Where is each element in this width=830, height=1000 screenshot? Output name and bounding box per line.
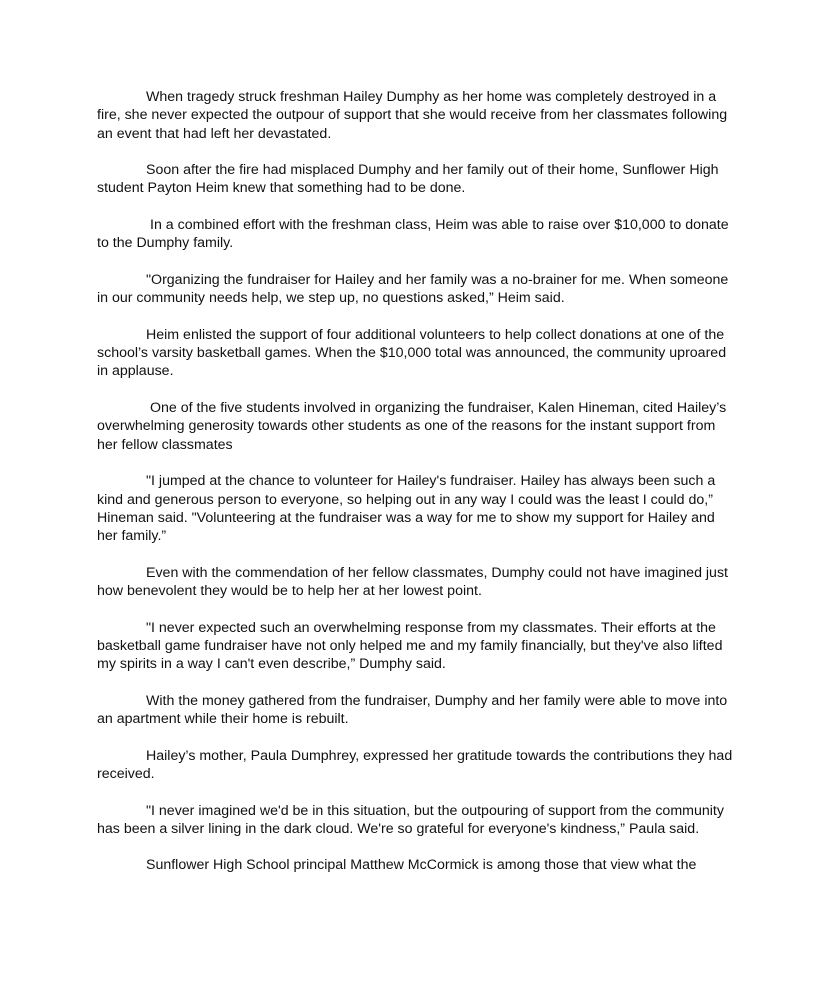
paragraph: In a combined effort with the freshman class, Heim was able to raise over $10,000 to donate to the Dumphy family. [97,217,729,252]
paragraph: Soon after the fire had misplaced Dumphy and her family out of their home, Sunflower High student Payton Heim knew that something had to be done. [97,162,719,197]
paragraph: Even with the commendation of her fellow classmates, Dumphy could not have imagined just how benevolent they would be to help her at her lowest point. [97,564,728,600]
paragraph: Hailey’s mother, Paula Dumphrey, expressed her gratitude towards the contributions they had received. [97,747,733,782]
document-page [97,88,737,893]
paragraph: "I never imagined we'd be in this situation, but the outpouring of support from the community has been a silver lining in the dark cloud. We're so grateful for everyone's kindness,” Paula said. [97,802,724,837]
paragraph: With the money gathered from the fundraiser, Dumphy and her family were able to move into an apartment while their home is rebuilt. [97,692,728,728]
paragraph: Sunflower High School principal Matthew McCormick is among those that view what the [146,857,697,874]
paragraph: "Organizing the fundraiser for Hailey and her family was a no-brainer for me. When someone in our community needs help, we step up, no questions asked,” Heim said. [97,271,729,307]
paragraph: "I never expected such an overwhelming response from my classmates. Their efforts at the basketball game fundraiser have not only helped me and my family financially, but they've also lifted my spirits in a way I can't even describe,” Dumphy said. [97,619,723,673]
paragraph: One of the five students involved in organizing the fundraiser, Kalen Hineman, cited Hailey’s overwhelming generosity towards other students as one of the reasons for the instant support from her fellow classmates [97,400,727,453]
paragraph: When tragedy struck freshman Hailey Dumphy as her home was completely destroyed in a fire, she never expected the outpour of support that she would receive from her classmates following an event that had left her devastated. [97,89,728,142]
paragraph: Heim enlisted the support of four additional volunteers to help collect donations at one of the school’s varsity basketball games. When the $10,000 total was announced, the community uproared in applause. [97,326,727,380]
paragraph: "I jumped at the chance to volunteer for Hailey's fundraiser. Hailey has always been such a kind and generous person to everyone, so helping out in any way I could was the least I could do,” Hineman said. "Volunteering at the fundraiser was a way for me to show my support for Hailey and her family.” [97,473,716,545]
